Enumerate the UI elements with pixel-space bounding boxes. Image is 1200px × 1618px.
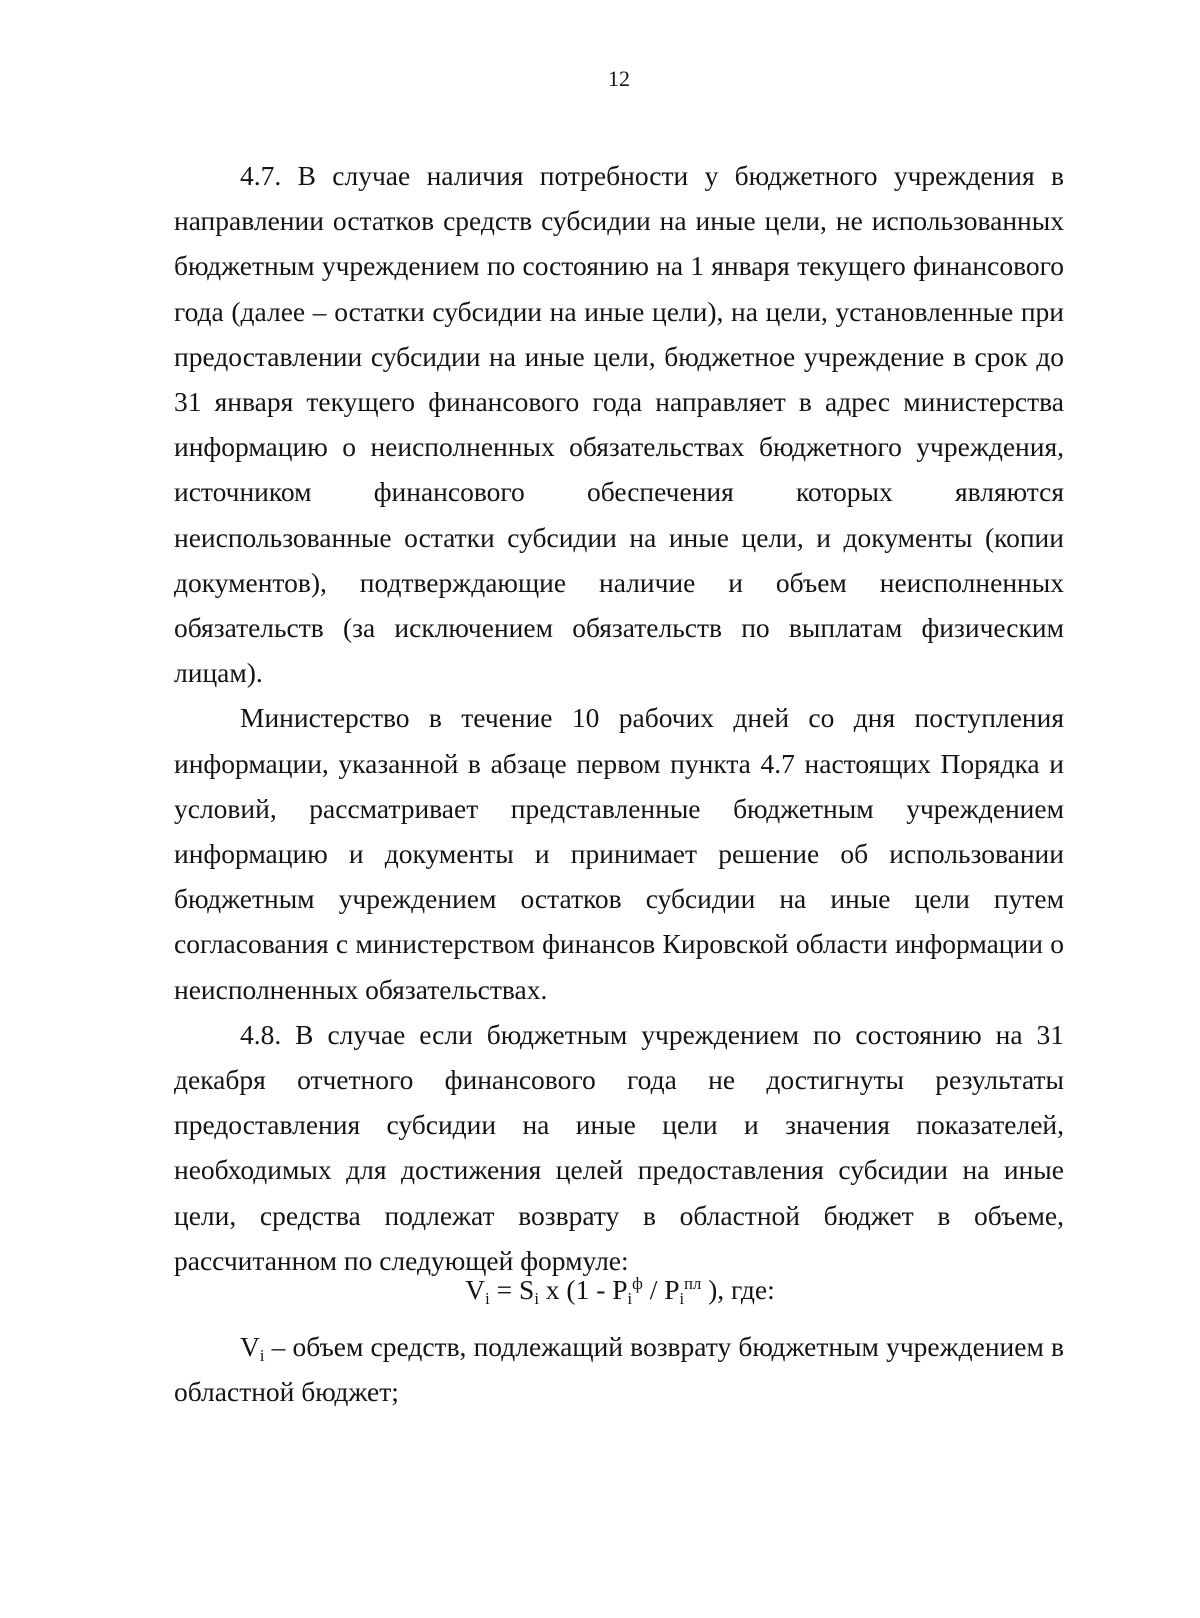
return-formula: [0, 1270, 1200, 1310]
definition-var-index: i: [259, 1345, 265, 1365]
formula-p-plan-sup: пл: [684, 1274, 702, 1294]
formula-v: V: [465, 1274, 486, 1305]
formula-s: S: [519, 1274, 535, 1305]
paragraph-4-8: 4.8. В случае если бюджетным учреждением по состоянию на 31 декабря отчетного финансового года не достигнуты результаты предоставления субсидии на иные цели и значения показателей, необходимых для достижения целей предоставления субсидии на иные цели, средства подлежат возврату в областной бюджет в объеме, рассчитанном по следующей формуле:: [174, 1018, 1064, 1276]
paragraph-4-7: 4.7. В случае наличия потребности у бюджетного учреждения в направлении остатков средств субсидии на иные цели, не использованных бюджетным учреждением по состоянию на 1 января текущего финансового года (далее – остатки субсидии на иные цели), на цели, установленные при предоставлении субсидии на иные цели, бюджетное учреждение в срок до 31 января текущего финансового года направляет в адрес министерства информацию о неисполненных обязательствах бюджетного учреждения, источником финансового обеспечения которых являются неиспользованные остатки субсидии на иные цели, и документы (копии документов), подтверждающие наличие и объем неисполненных обязательств (за исключением обязательств по выплатам физическим лицам).: [174, 160, 1064, 689]
formula-tail: ), где:: [701, 1274, 775, 1305]
formula-p-fact-sup: ф: [632, 1274, 643, 1294]
formula-v-index: i: [485, 1288, 490, 1308]
formula-p-fact: P: [612, 1274, 628, 1305]
formula-s-index: i: [534, 1288, 539, 1308]
paragraph-ministry-decision: Министерство в течение 10 рабочих дней со дня поступления информации, указанной в абзаце первом пункта 4.7 настоящих Порядка и условий, рассматривает представленные бюджетным учреждением информацию и документы и принимает решение об использовании бюджетным учреждением остатков субсидии на иные цели путем согласования с министерством финансов Кировской области информации о неисполненных обязательствах.: [174, 702, 1064, 1005]
formula-p-plan-index: i: [679, 1288, 685, 1308]
page-number: 12: [608, 66, 630, 91]
formula-equals: =: [489, 1274, 520, 1305]
formula-slash: /: [642, 1274, 665, 1305]
formula-p-plan: P: [664, 1274, 680, 1305]
definition-vi: [174, 1324, 1064, 1414]
body-text: [174, 153, 1064, 1283]
definition-var: V: [240, 1331, 260, 1362]
formula-p-fact-index: i: [627, 1288, 633, 1308]
variable-definition: [174, 1324, 1064, 1414]
definition-text: – объем средств, подлежащий возврату бюджетным учреждением в областной бюджет;: [174, 1331, 1064, 1408]
formula-mid: x (1 -: [538, 1274, 613, 1305]
